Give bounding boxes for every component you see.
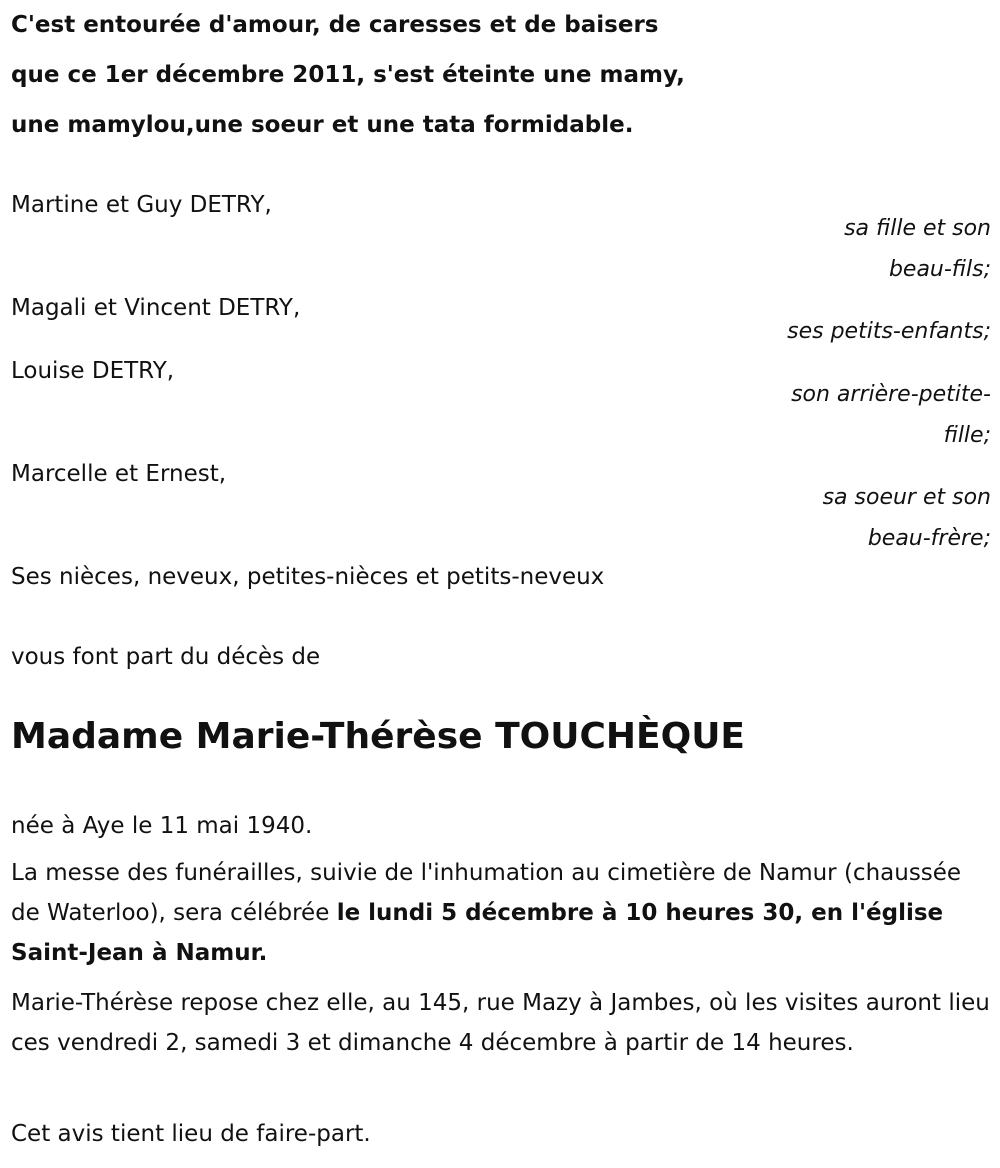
intro-line-3: une mamylou,une soeur et une tata formidable. [11, 112, 634, 138]
announcement: vous font part du décès de [11, 644, 321, 670]
visits-paragraph: Marie-Thérèse repose chez elle, au 145, rue Mazy à Jambes, où les visites auront lieu ces vendredi 2, samedi 3 et dimanche 4 décembre à partir de 14 heures. [11, 990, 990, 1056]
funeral-paragraph [11, 853, 991, 973]
family-relation-2 [731, 311, 991, 352]
family-relation-4-line-1: sa soeur et son [822, 485, 991, 510]
extended-family: Ses nièces, neveux, petites-nièces et petits-neveux [11, 564, 605, 590]
family-relation-3-line-2: fille; [943, 423, 991, 448]
family-relation-4-line-2: beau-frère; [867, 526, 991, 551]
family-relation-1-line-2: beau-fils; [888, 257, 991, 282]
family-relation-2-line-1: ses petits-enfants; [787, 319, 991, 344]
family-name-3: Louise DETRY, [11, 358, 175, 384]
family-name-4: Marcelle et Ernest, [11, 461, 227, 487]
funeral-date-place: le lundi 5 décembre à 10 heures 30, en l'église Saint-Jean à Namur. [11, 900, 944, 966]
family-relation-4 [731, 477, 991, 559]
intro-line-2: que ce 1er décembre 2011, s'est éteinte une mamy, [11, 62, 685, 88]
family-name-2: Magali et Vincent DETRY, [11, 295, 301, 321]
intro-line-1: C'est entourée d'amour, de caresses et de baisers [11, 12, 659, 38]
closing-note: Cet avis tient lieu de faire-part. [11, 1121, 371, 1147]
family-relation-1-line-1: sa fille et son [844, 216, 991, 241]
family-name-1: Martine et Guy DETRY, [11, 192, 272, 218]
funeral-text: La messe des funérailles, suivie de l'inhumation au cimetière de Namur (chaussée de Waterloo), sera célébrée [11, 860, 962, 926]
family-relation-3-line-1: son arrière-petite- [791, 382, 991, 407]
family-relation-3 [731, 374, 991, 456]
family-relation-1 [731, 208, 991, 290]
birth-info: née à Aye le 11 mai 1940. [11, 813, 313, 839]
deceased-name: Madame Marie-Thérèse TOUCHÈQUE [11, 716, 746, 757]
